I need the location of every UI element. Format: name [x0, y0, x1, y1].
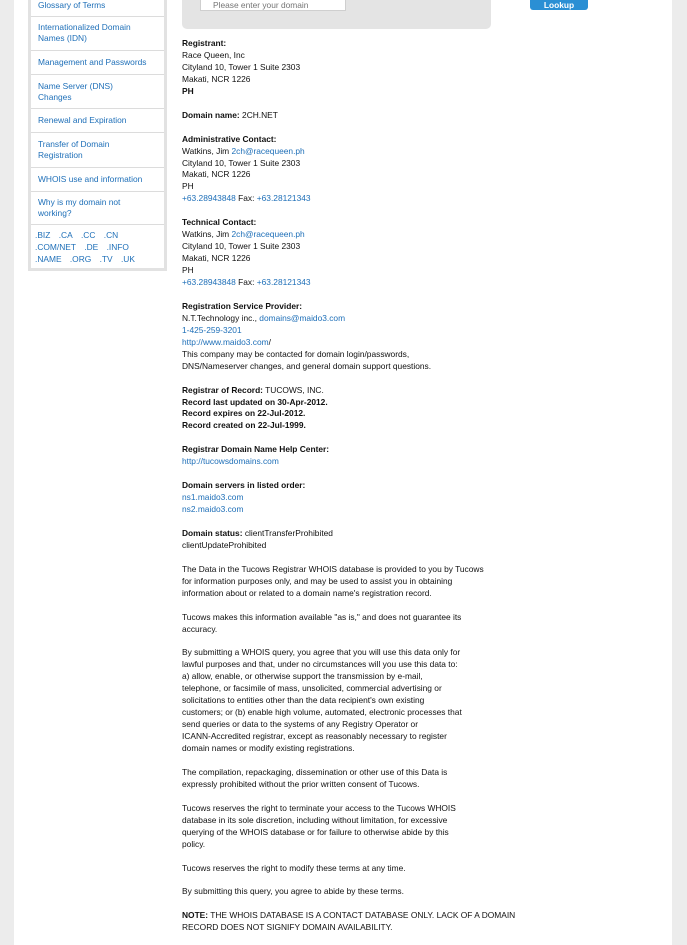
sidebar-item-label: Changes: [38, 92, 72, 102]
legal-line: information about or related to a domain name's registration record.: [182, 587, 432, 598]
tech-address1: Cityland 10, Tower 1 Suite 2303: [182, 241, 301, 252]
service-provider-block: [182, 301, 622, 373]
legal-line: database in its sole discretion, including without limitation, for excessive: [182, 814, 448, 825]
domain-status-value: clientUpdateProhibited: [182, 539, 267, 550]
sidebar-item-label: Name Server (DNS): [38, 81, 113, 91]
legal-line: lawful purposes and that, under no circumstances will you use this data to:: [182, 659, 458, 670]
legal-paragraph: [182, 863, 622, 875]
page-gutter-left: [0, 0, 14, 945]
admin-fax-link[interactable]: +63.28121343: [256, 193, 311, 204]
note-text: THE WHOIS DATABASE IS A CONTACT DATABASE ONLY. LACK OF A DOMAIN: [210, 910, 516, 921]
legal-line: The compilation, repackaging, dissemination or other use of this Data is: [182, 766, 448, 777]
legal-paragraph: [182, 803, 622, 851]
registrant-block: [182, 38, 622, 98]
sidebar-item-label: Transfer of Domain: [38, 139, 110, 149]
legal-line: By submitting this query, you agree to abide by these terms.: [182, 886, 404, 897]
sidebar-item-label: Registration: [38, 150, 83, 160]
legal-line: accuracy.: [182, 623, 218, 634]
sidebar-item-glossary[interactable]: [31, 0, 164, 17]
legal-line: a) allow, enable, or otherwise support the transmission by e-mail,: [182, 671, 423, 682]
tld-link-uk[interactable]: .UK: [120, 254, 135, 264]
sidebar-item-domain-not-working[interactable]: [31, 192, 164, 225]
domain-name-value: 2CH.NET: [242, 109, 278, 120]
nameserver-link-2[interactable]: ns2.maido3.com: [182, 504, 244, 515]
help-center-label: Registrar Domain Name Help Center:: [182, 444, 330, 455]
tech-phone-link[interactable]: +63.28943848: [182, 277, 236, 288]
legal-line: Tucows reserves the right to terminate your access to the Tucows WHOIS: [182, 802, 456, 813]
sidebar-item-label: Management and Passwords: [38, 57, 147, 67]
sidebar-item-label: Internationalized Domain: [38, 22, 131, 32]
admin-contact-block: [182, 134, 622, 206]
legal-line: telephone, or facsimile of mass, unsolicited, commercial advertising or: [182, 683, 442, 694]
service-provider-note: DNS/Nameserver changes, and general domain support questions.: [182, 360, 432, 371]
registrant-label: Registrant:: [182, 38, 227, 48]
domain-search-input[interactable]: [200, 0, 346, 11]
tld-link-org[interactable]: .ORG: [69, 254, 92, 264]
tld-row: [35, 253, 160, 265]
help-center-link[interactable]: http://tucowsdomains.com: [182, 456, 279, 467]
record-updated: Record last updated on 30-Apr-2012.: [182, 396, 328, 407]
tld-link-cc[interactable]: .CC: [80, 230, 96, 240]
admin-contact-label: Administrative Contact:: [182, 133, 277, 144]
sidebar-item-label: WHOIS use and information: [38, 174, 143, 184]
legal-paragraph: [182, 612, 622, 636]
domain-status-label: Domain status:: [182, 527, 243, 538]
tech-country: PH: [182, 265, 194, 276]
admin-address1: Cityland 10, Tower 1 Suite 2303: [182, 157, 301, 168]
service-provider-url-suffix: /: [268, 336, 271, 347]
domain-lookup-form: [182, 0, 575, 29]
sidebar-item-label: Names (IDN): [38, 33, 87, 43]
legal-line: domain names or modify existing registrations.: [182, 743, 355, 754]
registrar-value: TUCOWS, INC.: [265, 384, 324, 395]
page-gutter-right: [672, 0, 687, 945]
legal-line: solicitations to entities other than the data recipient's own existing: [182, 695, 425, 706]
service-provider-name: N.T.Technology inc.,: [182, 312, 257, 323]
lookup-button[interactable]: Lookup: [530, 0, 588, 10]
tld-link-cn[interactable]: .CN: [103, 230, 119, 240]
sidebar-item-renewal[interactable]: [31, 109, 164, 133]
tld-link-de[interactable]: .DE: [84, 242, 99, 252]
legal-line: querying of the WHOIS database or for failure to otherwise abide by this: [182, 826, 449, 837]
legal-line: By submitting a WHOIS query, you agree that you will use this data only for: [182, 647, 461, 658]
whois-record: [182, 38, 622, 945]
tld-link-info[interactable]: .INFO: [106, 242, 129, 252]
nameservers-block: [182, 480, 622, 516]
tld-link-biz[interactable]: .BIZ: [35, 230, 51, 240]
admin-email-link[interactable]: 2ch@racequeen.ph: [231, 145, 305, 156]
sidebar-item-idn[interactable]: [31, 17, 164, 51]
tld-link-tv[interactable]: .TV: [99, 254, 113, 264]
legal-paragraph: [182, 767, 622, 791]
sidebar-item-label: Renewal and Expiration: [38, 115, 127, 125]
legal-line: policy.: [182, 838, 206, 849]
record-created: Record created on 22-Jul-1999.: [182, 420, 306, 431]
admin-contact-name: Watkins, Jim: [182, 145, 230, 156]
admin-fax-label: Fax:: [238, 193, 255, 204]
sidebar-item-label: Glossary of Terms: [38, 0, 106, 10]
tech-email-link[interactable]: 2ch@racequeen.ph: [231, 229, 305, 240]
service-provider-label: Registration Service Provider:: [182, 300, 303, 311]
legal-line: customers; or (b) enable high volume, automated, electronic processes that: [182, 707, 462, 718]
registrar-block: [182, 385, 622, 433]
legal-line: expressly prohibited without the prior written consent of Tucows.: [182, 778, 420, 789]
domain-name-block: [182, 110, 622, 122]
legal-paragraph: [182, 886, 622, 898]
tld-link-com-net[interactable]: .COM/NET: [35, 242, 76, 252]
registrant-country: PH: [182, 85, 194, 96]
legal-line: Tucows makes this information available "as is," and does not guarantee its: [182, 611, 462, 622]
legal-line: send queries or data to the systems of any Registry Operator or: [182, 719, 419, 730]
service-provider-url-link[interactable]: http://www.maido3.com: [182, 336, 269, 347]
note-text: RECORD DOES NOT SIGNIFY DOMAIN AVAILABILITY.: [182, 922, 393, 933]
legal-paragraph: [182, 647, 622, 755]
sidebar-item-label: Why is my domain not: [38, 197, 121, 207]
tech-contact-name: Watkins, Jim: [182, 229, 230, 240]
registrant-address2: Makati, NCR 1226: [182, 73, 251, 84]
tld-row: [35, 241, 160, 253]
legal-line: for information purposes only, and may be used to assist you in obtaining: [182, 575, 453, 586]
tech-fax-label: Fax:: [238, 277, 255, 288]
service-provider-note: This company may be contacted for domain login/passwords,: [182, 348, 410, 359]
admin-country: PH: [182, 181, 194, 192]
help-sidebar-list: [31, 0, 164, 268]
tech-contact-block: [182, 217, 622, 289]
service-provider-email-link[interactable]: domains@maido3.com: [259, 312, 346, 323]
tld-links: [31, 225, 164, 265]
admin-phone-link[interactable]: +63.28943848: [182, 193, 236, 204]
tld-link-ca[interactable]: .CA: [58, 230, 73, 240]
availability-note: [182, 910, 622, 934]
tld-link-name[interactable]: .NAME: [35, 254, 62, 264]
note-label: NOTE:: [182, 910, 209, 921]
domain-name-label: Domain name:: [182, 109, 240, 120]
record-expires: Record expires on 22-Jul-2012.: [182, 408, 306, 419]
legal-paragraph: [182, 564, 622, 600]
registrant-name: Race Queen, Inc: [182, 49, 245, 60]
help-center-block: [182, 444, 622, 468]
tech-address2: Makati, NCR 1226: [182, 253, 251, 264]
domain-status-value: clientTransferProhibited: [244, 527, 333, 538]
help-sidebar: [28, 0, 167, 271]
nameservers-label: Domain servers in listed order:: [182, 480, 306, 491]
sidebar-item-label: working?: [38, 208, 72, 218]
tld-row: [35, 229, 160, 241]
sidebar-item-dns-changes[interactable]: [31, 75, 164, 109]
tech-fax-link[interactable]: +63.28121343: [256, 277, 311, 288]
nameserver-link-1[interactable]: ns1.maido3.com: [182, 492, 244, 503]
service-provider-phone-link[interactable]: 1-425-259-3201: [182, 324, 242, 335]
sidebar-item-whois-use[interactable]: [31, 168, 164, 192]
registrar-label: Registrar of Record:: [182, 384, 263, 395]
tech-contact-label: Technical Contact:: [182, 217, 257, 228]
legal-line: Tucows reserves the right to modify these terms at any time.: [182, 862, 406, 873]
domain-status-block: [182, 528, 622, 552]
legal-line: The Data in the Tucows Registrar WHOIS database is provided to you by Tucows: [182, 563, 484, 574]
legal-line: ICANN-Accredited registrar, except as reasonably necessary to register: [182, 731, 447, 742]
sidebar-item-transfer[interactable]: [31, 133, 164, 168]
sidebar-item-management-passwords[interactable]: [31, 51, 164, 75]
admin-address2: Makati, NCR 1226: [182, 169, 251, 180]
registrant-address1: Cityland 10, Tower 1 Suite 2303: [182, 61, 301, 72]
